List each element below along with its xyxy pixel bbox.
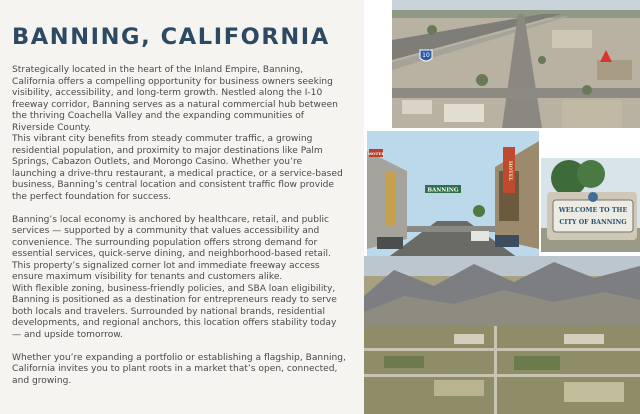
welcome-sign-photo xyxy=(541,158,640,252)
body-text xyxy=(12,65,348,387)
motel-sign-text: MOTEL xyxy=(367,151,385,156)
hotel-sign-text: HOTEL xyxy=(507,160,513,182)
street-sign-text: BANNING xyxy=(427,187,459,194)
welcome-sign-line1: WELCOME TO THE xyxy=(558,207,628,214)
valley-aerial-photo xyxy=(364,256,640,414)
paragraph-traffic: This vibrant city benefits from steady commuter traffic, a growing residential population, and proximity to major destinations like Palm Springs, Cabazon Outlets, and Morongo Casino. Whether you’re launching a drive-thru restaurant, a medical practice, or a service-based business, Banning’s central location and consistent traffic flow provide the perfect foundation for success. xyxy=(12,134,343,202)
aerial-freeway-photo xyxy=(392,0,640,128)
vintage-street-photo xyxy=(367,131,539,273)
page-title: BANNING, CALIFORNIA xyxy=(12,24,330,50)
paragraph-intro: Strategically located in the heart of the Inland Empire, Banning, California offers a compelling opportunity for business owners seeking visibility, accessibility, and long-term growth. Nestled along the I-10 freeway corridor, Banning serves as a natural commercial hub between the thriving Coachella Valley and the expanding communities of Riverside County. xyxy=(12,65,338,133)
paragraph-zoning: With flexible zoning, business-friendly policies, and SBA loan eligibility, Banning is positioned as a destination for entrepreneurs ready to serve both locals and travelers. Surrounded by national brands, residential developments, and regional anchors, this location offers stability today — and upside tomorrow. xyxy=(12,283,337,340)
paragraph-closing: Whether you’re expanding a portfolio or establishing a flagship, Banning, California invites you to plant roots in a market that’s open, connected, and growing. xyxy=(12,352,346,386)
photo-collage xyxy=(364,0,640,414)
paragraph-economy: Banning’s local economy is anchored by healthcare, retail, and public services — supported by a community that values accessibility and convenience. The surrounding population offers strong demand for essential services, quick-serve dining, and neighborhood-based retail. This property’s signalized corner lot and immediate freeway access ensure maximum visibility for tenants and customers alike. xyxy=(12,214,331,282)
welcome-sign-line2: CITY OF BANNING xyxy=(559,219,627,226)
interstate-shield-number: 10 xyxy=(422,52,430,59)
